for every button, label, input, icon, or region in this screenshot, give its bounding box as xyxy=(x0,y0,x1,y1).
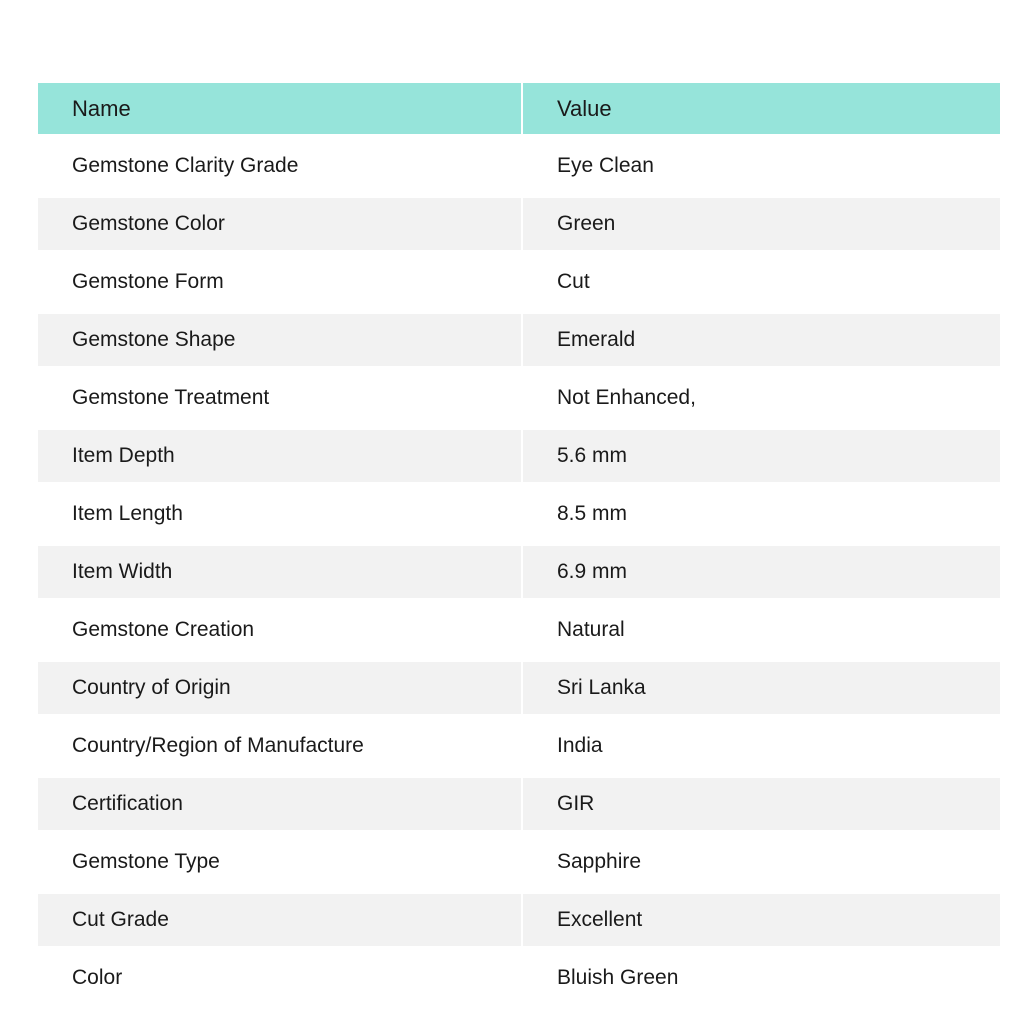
row-value-cell: Emerald xyxy=(523,314,1000,366)
item-specifics-table xyxy=(38,83,1000,1007)
table-row xyxy=(38,543,1000,601)
row-value-cell: 5.6 mm xyxy=(523,430,1000,482)
table-row xyxy=(38,311,1000,369)
row-name-cell: Item Depth xyxy=(38,430,523,482)
row-value-cell: 8.5 mm xyxy=(523,488,1000,540)
table-row xyxy=(38,369,1000,427)
column-header-name: Name xyxy=(38,83,523,134)
row-name-cell: Item Width xyxy=(38,546,523,598)
row-value-cell: Sapphire xyxy=(523,836,1000,888)
table-header-row xyxy=(38,83,1000,134)
table-row xyxy=(38,137,1000,195)
row-value-cell: Natural xyxy=(523,604,1000,656)
row-name-cell: Gemstone Type xyxy=(38,836,523,888)
table-row xyxy=(38,601,1000,659)
table-row xyxy=(38,833,1000,891)
table-row xyxy=(38,717,1000,775)
row-name-cell: Country/Region of Manufacture xyxy=(38,720,523,772)
table-row xyxy=(38,253,1000,311)
row-value-cell: 6.9 mm xyxy=(523,546,1000,598)
row-value-cell: Cut xyxy=(523,256,1000,308)
table-row xyxy=(38,659,1000,717)
table-row xyxy=(38,949,1000,1007)
row-name-cell: Country of Origin xyxy=(38,662,523,714)
row-value-cell: Not Enhanced, xyxy=(523,372,1000,424)
table-row xyxy=(38,485,1000,543)
row-name-cell: Color xyxy=(38,952,523,1004)
row-name-cell: Gemstone Shape xyxy=(38,314,523,366)
row-name-cell: Cut Grade xyxy=(38,894,523,946)
table-row xyxy=(38,427,1000,485)
row-name-cell: Gemstone Treatment xyxy=(38,372,523,424)
row-value-cell: India xyxy=(523,720,1000,772)
row-name-cell: Certification xyxy=(38,778,523,830)
row-value-cell: GIR xyxy=(523,778,1000,830)
row-value-cell: Excellent xyxy=(523,894,1000,946)
row-name-cell: Item Length xyxy=(38,488,523,540)
row-name-cell: Gemstone Creation xyxy=(38,604,523,656)
row-value-cell: Green xyxy=(523,198,1000,250)
row-name-cell: Gemstone Color xyxy=(38,198,523,250)
table-row xyxy=(38,195,1000,253)
table-row xyxy=(38,891,1000,949)
row-value-cell: Bluish Green xyxy=(523,952,1000,1004)
column-header-value: Value xyxy=(523,83,1000,134)
row-value-cell: Eye Clean xyxy=(523,140,1000,192)
row-name-cell: Gemstone Clarity Grade xyxy=(38,140,523,192)
row-value-cell: Sri Lanka xyxy=(523,662,1000,714)
row-name-cell: Gemstone Form xyxy=(38,256,523,308)
table-row xyxy=(38,775,1000,833)
